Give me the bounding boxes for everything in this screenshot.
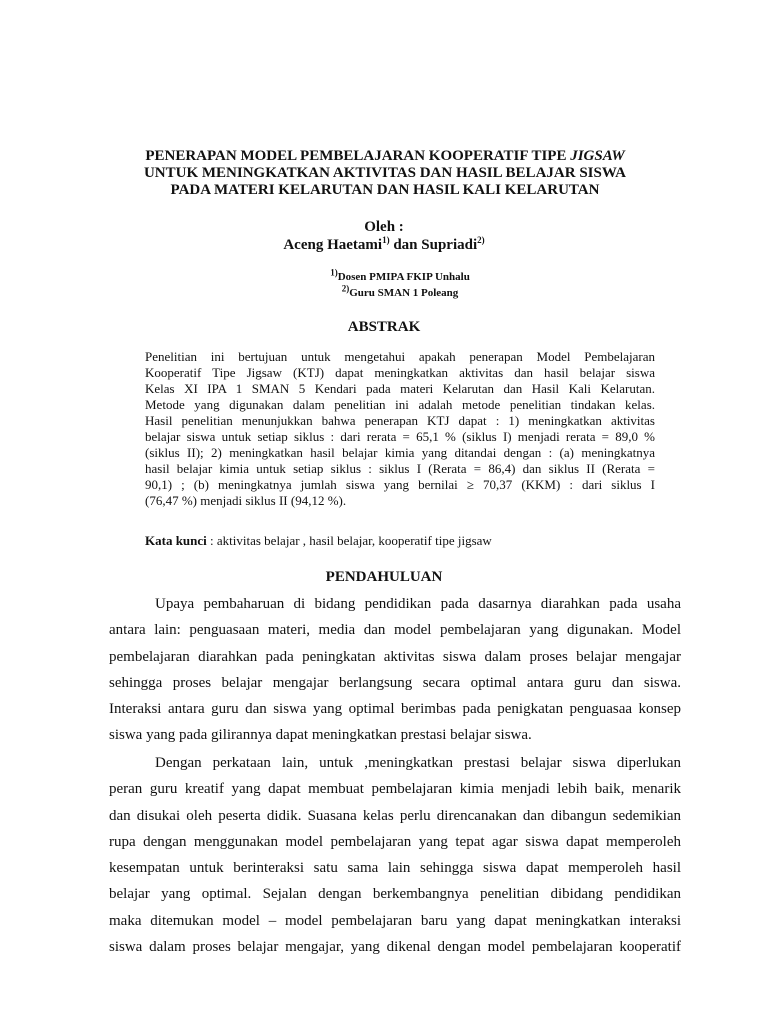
paragraph-line: maka ditemukan model – model pembelajaran baru yang dapat meningkatkan interaksi (109, 912, 681, 929)
author-1-superscript: 1) (382, 235, 390, 245)
title-line-2: UNTUK MENINGKATKAN AKTIVITAS DAN HASIL BELAJAR SISWA (143, 165, 627, 181)
abstract-body (145, 349, 655, 509)
paragraph-line: siswa yang pada gilirannya dapat meningkatkan prestasi belajar siswa. (109, 727, 532, 744)
keywords-text: : aktivitas belajar , hasil belajar, kooperatif tipe jigsaw (206, 533, 492, 548)
abstract-line: belajar siswa untuk setiap siklus : dari rerata = 65,1 % (siklus I) menjadi rerata = 89,0 % (145, 429, 655, 444)
paragraph-line: Upaya pembaharuan di bidang pendidikan pada dasarnya diarahkan pada usaha (155, 596, 681, 612)
author-2: Supriadi (421, 237, 478, 253)
affiliation-2: $^{2)}$Guru SMAN 1 Poleang (341, 283, 459, 299)
abstract-line: 90,1) ; (b) meningkatnya jumlah siswa yang bernilai ≥ 70,37 (KKM) : dari siklus I (145, 477, 655, 492)
by-label: Oleh : (364, 219, 404, 235)
paragraph-line: Interaksi antara guru dan siswa yang optimal berimbas pada penigkatan penguasaa konsep (109, 701, 681, 718)
paper-title (90, 148, 680, 199)
paragraph-line: Dengan perkataan lain, untuk ,meningkatkan prestasi belajar siswa diperlukan (155, 755, 681, 771)
paragraph-line: antara lain: penguasaan materi, media dan model pembelajaran yang digunakan. Model (109, 622, 681, 639)
abstract-line: Kelas XI IPA 1 SMAN 5 Kendari pada materi Kelarutan dan Hasil Kali Kelarutan. (145, 381, 655, 396)
abstract-line: Metode yang digunakan dalam penelitian ini adalah metode penelitian tindakan kelas. (145, 397, 655, 412)
keywords (145, 533, 665, 549)
keywords-label: Kata kunci (145, 533, 207, 548)
author-2-superscript: 2) (477, 235, 485, 245)
affiliation-1: $^{1)}$Dosen PMIPA FKIP Unhalu (330, 267, 470, 283)
author-connector: dan (389, 237, 422, 253)
paragraph-line: pembelajaran diarahkan pada peningkatan aktivitas siswa dalam proses belajar mengajar (109, 648, 681, 665)
abstract-heading: ABSTRAK (347, 319, 421, 335)
author-line (0, 236, 768, 254)
paragraph-1 (109, 591, 681, 749)
abstract-line: (siklus II); 2) meningkatkan hasil belajar kimia yang ditandai dengan : (a) meningkatnya (145, 445, 655, 460)
paragraph-line: dan disukai oleh peserta didik. Suasana kelas perlu direncanakan dan dibangun sedemikian (109, 807, 681, 824)
paragraph-line: rupa dengan menggunakan model pembelajaran yang tepat agar siswa dapat memperoleh (109, 833, 681, 850)
affiliation-1-superscript: 1) (330, 267, 338, 278)
affiliation-2-superscript: 2) (341, 283, 350, 294)
abstract-line: hasil belajar kimia untuk setiap siklus : siklus I (Rerata = 86,4) dan siklus II (Rerata = (145, 461, 655, 476)
paragraph-line: sehingga proses belajar mengajar berlangsung secara optimal antara guru dan siswa. (109, 674, 681, 691)
paragraph-line: kesempatan untuk berinteraksi satu sama lain sehingga siswa dapat memperoleh hasil (109, 860, 681, 877)
paragraph-line: siswa dalam proses belajar mengajar, yang dikenal dengan model pembelajaran kooperatif (109, 939, 681, 956)
title-line-3: PADA MATERI KELARUTAN DAN HASIL KALI KELARUTAN (170, 182, 600, 198)
title-line-1: PENERAPAN MODEL PEMBELAJARAN KOOPERATIF TIPE JIGSAW (145, 148, 625, 164)
abstract-line: Kooperatif Tipe Jigsaw (KTJ) dapat meningkatkan aktivitas dan hasil belajar siswa (145, 365, 655, 380)
section-heading: PENDAHULUAN (325, 569, 443, 585)
paragraph-line: belajar yang optimal. Sejalan dengan berkembangnya penelitian dibidang pendidikan (109, 886, 681, 903)
title-italic-word: JIGSAW (570, 148, 625, 164)
abstract-line: Penelitian ini bertujuan untuk mengetahui apakah penerapan Model Pembelajaran (145, 349, 655, 364)
abstract-line: Hasil penelitian menunjukkan bahwa penerapan KTJ dapat : 1) meningkatkan aktivitas (145, 413, 655, 428)
paragraph-line: peran guru kreatif yang dapat membuat pembelajaran kimia menjadi lebih baik, menarik (109, 781, 681, 798)
abstract-line: (76,47 %) menjadi siklus II (94,12 %). (145, 493, 347, 508)
author-1: Aceng Haetami (283, 237, 383, 253)
paragraph-2 (109, 750, 681, 960)
